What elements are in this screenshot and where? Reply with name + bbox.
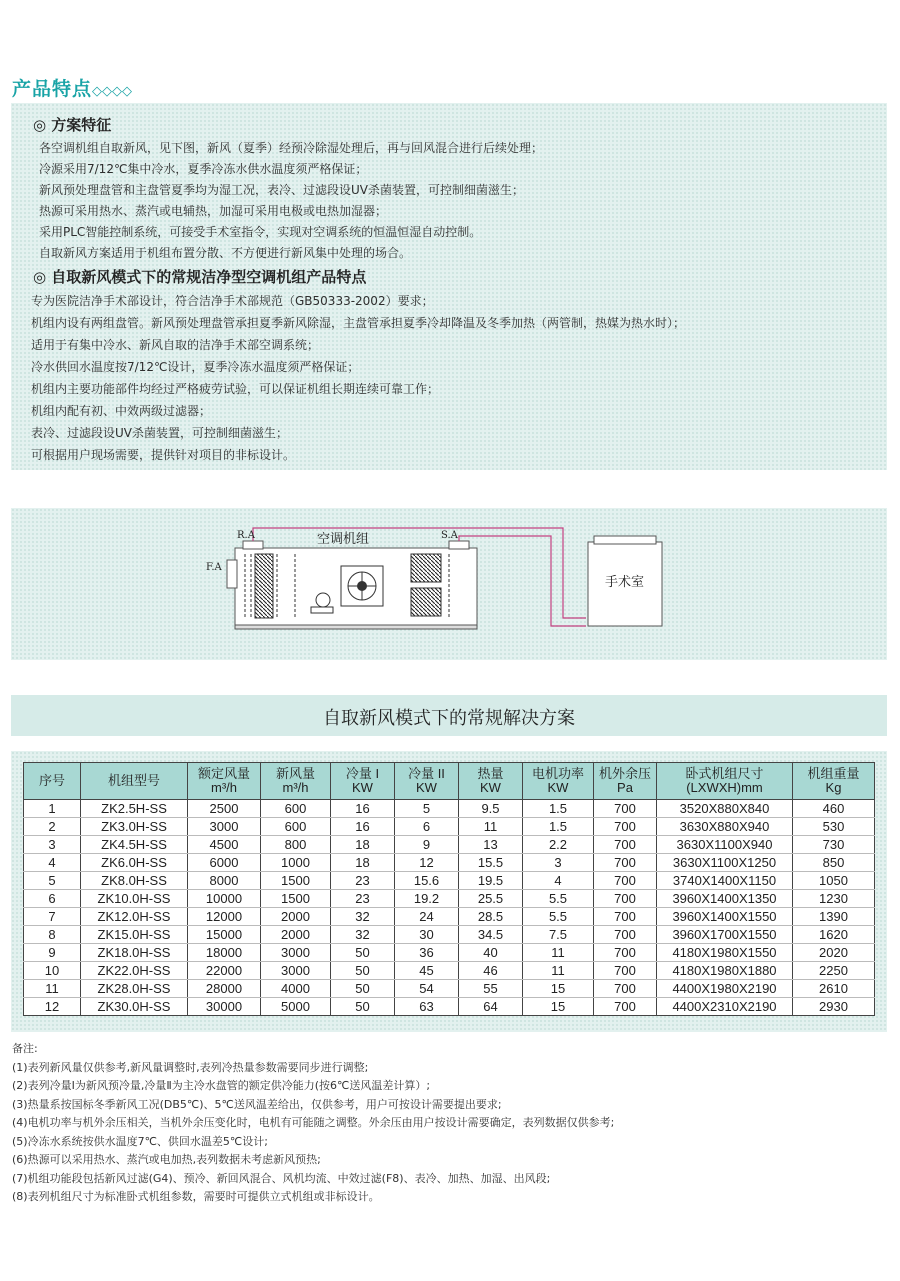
- column-header-unit: KW: [480, 780, 501, 795]
- table-cell: 9.5: [459, 800, 523, 818]
- table-cell: 25.5: [459, 890, 523, 908]
- table-cell: 64: [459, 998, 523, 1016]
- diagram-panel: [11, 508, 887, 660]
- column-header-label: 卧式机组尺寸: [685, 766, 764, 781]
- table-cell: 5: [395, 800, 459, 818]
- room-label: 手术室: [605, 575, 645, 590]
- table-cell: 15: [523, 998, 594, 1016]
- feature-panel: [11, 103, 887, 470]
- column-header-label: 冷量 II: [408, 766, 445, 781]
- column-header: [459, 763, 523, 800]
- column-header: [261, 763, 331, 800]
- table-cell: 700: [594, 800, 657, 818]
- table-cell: 3000: [188, 818, 261, 836]
- column-header-label: 机组型号: [107, 773, 160, 788]
- column-header: [81, 763, 188, 800]
- table-cell: 530: [793, 818, 875, 836]
- table-cell: 4400X1980X2190: [657, 980, 793, 998]
- table-cell: 19.2: [395, 890, 459, 908]
- note-line: (7)机组功能段包括新风过滤(G4)、预冷、新回风混合、风机均流、中效过滤(F8)、表冷、加热、加湿、出风段;: [12, 1171, 551, 1185]
- table-cell: 6: [395, 818, 459, 836]
- table-cell: 50: [331, 962, 395, 980]
- table-cell: 700: [594, 944, 657, 962]
- table-cell: 1390: [793, 908, 875, 926]
- product-line: 机组内配有初、中效两级过滤器；: [31, 404, 212, 418]
- table-row: [24, 800, 875, 818]
- solution-title: 自取新风模式下的常规解决方案: [323, 708, 575, 729]
- table-cell: 700: [594, 890, 657, 908]
- table-cell: 3: [523, 854, 594, 872]
- table-cell: 6000: [188, 854, 261, 872]
- column-header-label: 冷量 I: [345, 766, 380, 781]
- table-row: [24, 998, 875, 1016]
- table-cell: 23: [331, 890, 395, 908]
- table-cell: 1620: [793, 926, 875, 944]
- table-row: [24, 854, 875, 872]
- table-cell: 23: [331, 872, 395, 890]
- table-cell: 850: [793, 854, 875, 872]
- table-cell: 700: [594, 962, 657, 980]
- note-line: (2)表列冷量Ⅰ为新风预冷量,冷量Ⅱ为主冷水盘管的额定供冷能力(按6℃送风温差计算）;: [12, 1079, 431, 1092]
- table-cell: 3740X1400X1150: [657, 872, 793, 890]
- table-cell: 10: [24, 962, 81, 980]
- table-cell: 50: [331, 998, 395, 1016]
- column-header-unit: Kg: [825, 780, 842, 795]
- table-cell: ZK30.0H-SS: [81, 998, 188, 1016]
- table-cell: 2000: [261, 926, 331, 944]
- table-cell: 4: [523, 872, 594, 890]
- table-cell: 3630X1100X1250: [657, 854, 793, 872]
- table-cell: 700: [594, 980, 657, 998]
- column-header: [188, 763, 261, 800]
- note-line: (8)表列机组尺寸为标准卧式机组参数，需要时可提供立式机组或非标设计。: [12, 1190, 380, 1203]
- table-cell: 16: [331, 800, 395, 818]
- table-cell: 50: [331, 944, 395, 962]
- table-header-row: [24, 763, 875, 800]
- product-heading: ◎ 自取新风模式下的常规洁净型空调机组产品特点: [33, 268, 367, 286]
- table-cell: 1000: [261, 854, 331, 872]
- table-cell: 7: [24, 908, 81, 926]
- scheme-heading: ◎ 方案特征: [33, 116, 112, 134]
- table-cell: 700: [594, 998, 657, 1016]
- table-cell: 4180X1980X1880: [657, 962, 793, 980]
- table-cell: 2000: [261, 908, 331, 926]
- table-cell: ZK3.0H-SS: [81, 818, 188, 836]
- scheme-line: 各空调机组自取新风，见下图，新风（夏季）经预冷除湿处理后，再与回风混合进行后续处理；: [39, 141, 544, 155]
- table-cell: 600: [261, 818, 331, 836]
- table-cell: 700: [594, 908, 657, 926]
- table-cell: ZK4.5H-SS: [81, 836, 188, 854]
- table-cell: 700: [594, 926, 657, 944]
- table-cell: 55: [459, 980, 523, 998]
- section-title: [12, 74, 132, 101]
- product-line: 机组内主要功能部件均经过严格疲劳试验，可以保证机组长期连续可靠工作；: [31, 382, 440, 396]
- table-cell: ZK8.0H-SS: [81, 872, 188, 890]
- table-cell: ZK22.0H-SS: [81, 962, 188, 980]
- table-cell: ZK10.0H-SS: [81, 890, 188, 908]
- column-header-label: 额定风量: [197, 766, 250, 781]
- product-line: 冷水供回水温度按7/12℃设计，夏季冷冻水温度须严格保证；: [31, 360, 360, 374]
- table-cell: 54: [395, 980, 459, 998]
- note-line: (4)电机功率与机外余压相关，当机外余压变化时，电机有可能随之调整。外余压由用户按设计需要确定，表列数据仅供参考;: [12, 1116, 615, 1129]
- table-cell: 10000: [188, 890, 261, 908]
- sa-label: S.A: [441, 530, 458, 541]
- table-panel: [11, 751, 887, 1032]
- table-cell: 1230: [793, 890, 875, 908]
- table-body: [24, 800, 875, 1016]
- table-cell: 4500: [188, 836, 261, 854]
- column-header: [395, 763, 459, 800]
- table-row: [24, 890, 875, 908]
- table-cell: 1.5: [523, 818, 594, 836]
- note-line: (3)热量系按国标冬季新风工况(DB5℃)、5℃送风温差给出，仅供参考，用户可按设计需要提出要求;: [12, 1097, 502, 1111]
- table-row: [24, 926, 875, 944]
- table-row: [24, 818, 875, 836]
- table-cell: 4: [24, 854, 81, 872]
- table-cell: 6: [24, 890, 81, 908]
- table-row: [24, 944, 875, 962]
- table-cell: 3: [24, 836, 81, 854]
- table-row: [24, 980, 875, 998]
- table-cell: 3630X1100X940: [657, 836, 793, 854]
- table-cell: 11: [523, 944, 594, 962]
- table-cell: 3520X880X840: [657, 800, 793, 818]
- table-cell: 2.2: [523, 836, 594, 854]
- note-line: (5)冷冻水系统按供水温度7℃、供回水温差5℃设计;: [12, 1134, 268, 1148]
- table-cell: 32: [331, 908, 395, 926]
- column-header: [594, 763, 657, 800]
- table-cell: 1.5: [523, 800, 594, 818]
- table-row: [24, 836, 875, 854]
- product-line: 机组内设有两组盘管。新风预处理盘管承担夏季新风除湿，主盘管承担夏季冷却降温及冬季加热（两管制，热媒为热水时）；: [31, 316, 686, 330]
- spec-table: [23, 762, 875, 1016]
- scheme-line: 自取新风方案适用于机组布置分散、不方便进行新风集中处理的场合。: [39, 246, 412, 260]
- table-cell: 36: [395, 944, 459, 962]
- table-cell: 1500: [261, 890, 331, 908]
- section-title-text: 产品特点: [12, 78, 93, 100]
- table-cell: 15000: [188, 926, 261, 944]
- table-cell: ZK12.0H-SS: [81, 908, 188, 926]
- column-header-label: 电机功率: [531, 766, 584, 781]
- column-header-unit: KW: [352, 780, 373, 795]
- table-cell: 18: [331, 836, 395, 854]
- table-cell: 15.5: [459, 854, 523, 872]
- table-cell: ZK2.5H-SS: [81, 800, 188, 818]
- table-cell: 1: [24, 800, 81, 818]
- table-cell: 18: [331, 854, 395, 872]
- column-header-unit: (LXWXH)mm: [686, 780, 763, 795]
- table-cell: 9: [24, 944, 81, 962]
- table-cell: 4000: [261, 980, 331, 998]
- column-header: [657, 763, 793, 800]
- table-cell: 5.5: [523, 890, 594, 908]
- column-header-label: 机外余压: [598, 766, 651, 781]
- table-cell: 2500: [188, 800, 261, 818]
- table-cell: ZK15.0H-SS: [81, 926, 188, 944]
- product-line: 表冷、过滤段设UV杀菌装置，可控制细菌滋生；: [31, 426, 288, 440]
- table-cell: 12: [24, 998, 81, 1016]
- table-cell: 1500: [261, 872, 331, 890]
- table-cell: 1050: [793, 872, 875, 890]
- column-header-label: 热量: [477, 766, 504, 781]
- table-cell: 11: [24, 980, 81, 998]
- table-row: [24, 872, 875, 890]
- table-cell: 30: [395, 926, 459, 944]
- table-cell: 7.5: [523, 926, 594, 944]
- scheme-line: 新风预处理盘管和主盘管夏季均为湿工况，表冷、过滤段设UV杀菌装置，可控制细菌滋生；: [39, 183, 524, 197]
- table-cell: 3960X1400X1350: [657, 890, 793, 908]
- table-cell: 30000: [188, 998, 261, 1016]
- table-cell: 4180X1980X1550: [657, 944, 793, 962]
- table-cell: 18000: [188, 944, 261, 962]
- table-cell: 13: [459, 836, 523, 854]
- table-cell: 2610: [793, 980, 875, 998]
- table-cell: 460: [793, 800, 875, 818]
- ra-label: R.A: [237, 530, 255, 541]
- notes-heading: 备注:: [12, 1042, 38, 1055]
- table-cell: 50: [331, 980, 395, 998]
- fa-label: F.A: [206, 562, 222, 573]
- column-header-unit: Pa: [617, 780, 633, 795]
- table-cell: 700: [594, 854, 657, 872]
- column-header-label: 新风量: [275, 766, 315, 781]
- table-cell: 800: [261, 836, 331, 854]
- table-cell: 700: [594, 818, 657, 836]
- table-cell: 28000: [188, 980, 261, 998]
- table-cell: 5: [24, 872, 81, 890]
- table-cell: 2020: [793, 944, 875, 962]
- column-header-label: 机组重量: [807, 766, 860, 781]
- table-cell: 45: [395, 962, 459, 980]
- table-cell: 46: [459, 962, 523, 980]
- note-line: (1)表列新风量仅供参考,新风量调整时,表列冷热量参数需要同步进行调整;: [12, 1060, 369, 1074]
- air-handling-unit: [227, 541, 477, 629]
- table-cell: ZK28.0H-SS: [81, 980, 188, 998]
- table-cell: 3630X880X940: [657, 818, 793, 836]
- table-row: [24, 908, 875, 926]
- table-cell: 63: [395, 998, 459, 1016]
- column-header-unit: m³/h: [211, 780, 237, 795]
- table-cell: 730: [793, 836, 875, 854]
- table-cell: 12000: [188, 908, 261, 926]
- column-header-unit: m³/h: [282, 780, 309, 795]
- table-cell: 3000: [261, 962, 331, 980]
- system-diagram: [11, 508, 887, 660]
- product-line: 专为医院洁净手术部设计，符合洁净手术部规范（GB50333-2002）要求；: [31, 294, 434, 308]
- table-cell: 19.5: [459, 872, 523, 890]
- table-cell: 40: [459, 944, 523, 962]
- table-cell: 11: [523, 962, 594, 980]
- table-cell: 700: [594, 836, 657, 854]
- column-header: [793, 763, 875, 800]
- table-cell: 4400X2310X2190: [657, 998, 793, 1016]
- column-header: [24, 763, 81, 800]
- column-header-unit: KW: [547, 780, 569, 795]
- table-cell: 16: [331, 818, 395, 836]
- product-line: 适用于有集中冷水、新风自取的洁净手术部空调系统；: [31, 338, 320, 352]
- table-cell: 2930: [793, 998, 875, 1016]
- table-cell: 32: [331, 926, 395, 944]
- column-header: [331, 763, 395, 800]
- table-cell: 15: [523, 980, 594, 998]
- table-cell: ZK6.0H-SS: [81, 854, 188, 872]
- table-cell: 2: [24, 818, 81, 836]
- scheme-line: 热源可采用热水、蒸汽或电辅热，加湿可采用电极或电热加湿器；: [39, 204, 388, 218]
- table-cell: 24: [395, 908, 459, 926]
- scheme-line: 采用PLC智能控制系统，可接受手术室指令，实现对空调系统的恒温恒湿自动控制。: [39, 225, 482, 239]
- table-cell: 8: [24, 926, 81, 944]
- table-cell: 12: [395, 854, 459, 872]
- table-cell: 15.6: [395, 872, 459, 890]
- column-header-unit: KW: [416, 780, 437, 795]
- section-title-diamonds: ◇◇◇◇: [92, 84, 133, 99]
- note-line: (6)热源可以采用热水、蒸汽或电加热,表列数据未考虑新风预热;: [12, 1153, 321, 1166]
- table-cell: 5.5: [523, 908, 594, 926]
- table-cell: 700: [594, 872, 657, 890]
- table-cell: 9: [395, 836, 459, 854]
- table-cell: 34.5: [459, 926, 523, 944]
- column-header: [523, 763, 594, 800]
- table-cell: 3960X1400X1550: [657, 908, 793, 926]
- product-line: 可根据用户现场需要，提供针对项目的非标设计。: [31, 448, 296, 462]
- table-cell: 5000: [261, 998, 331, 1016]
- table-cell: 3960X1700X1550: [657, 926, 793, 944]
- table-cell: 28.5: [459, 908, 523, 926]
- table-cell: 11: [459, 818, 523, 836]
- table-cell: 2250: [793, 962, 875, 980]
- table-row: [24, 962, 875, 980]
- unit-label: 空调机组: [317, 532, 370, 547]
- table-cell: 600: [261, 800, 331, 818]
- table-cell: 3000: [261, 944, 331, 962]
- table-cell: 22000: [188, 962, 261, 980]
- solution-title-bar: [11, 695, 887, 736]
- column-header-label: 序号: [38, 773, 65, 788]
- table-cell: ZK18.0H-SS: [81, 944, 188, 962]
- scheme-line: 冷源采用7/12℃集中冷水，夏季冷冻水供水温度须严格保证；: [39, 162, 368, 176]
- table-cell: 8000: [188, 872, 261, 890]
